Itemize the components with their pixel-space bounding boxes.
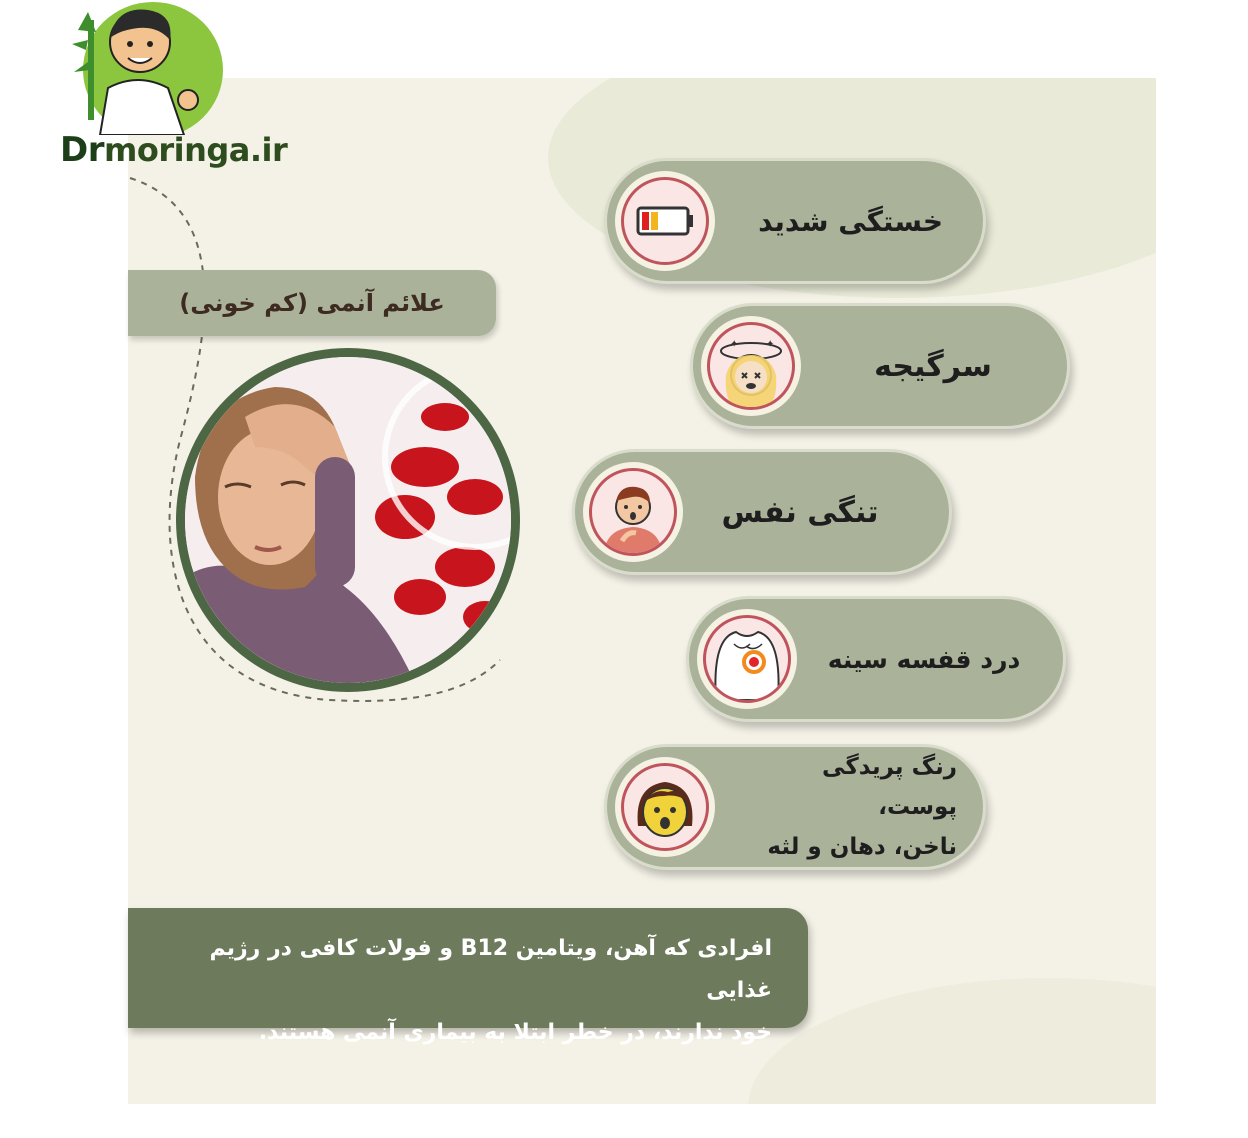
svg-text:✦: ✦: [766, 339, 775, 350]
symptom-icon-frame: [583, 462, 683, 562]
symptom-label: سرگیجه: [874, 348, 992, 384]
symptom-icon-frame: [701, 316, 801, 416]
footer-text: [148, 928, 772, 1054]
symptom-pill: [572, 449, 952, 575]
doctor-mascot-icon: [28, 0, 238, 135]
anemia-photo: [176, 348, 520, 692]
brand-logo[interactable]: [28, 0, 288, 175]
symptom-icon-frame: [615, 757, 715, 857]
pale-face-icon: [624, 766, 706, 848]
footer-banner: [128, 908, 808, 1045]
symptom-label-multiline: [737, 747, 957, 867]
title-banner: [128, 270, 496, 336]
symptom-label-line: رنگ پریدگی پوست،: [822, 754, 957, 820]
symptom-label: تنگی نفس: [721, 494, 879, 530]
symptom-icon-frame: [697, 609, 797, 709]
symptom-label-line: ناخن، دهان و لثه: [767, 834, 957, 860]
chest-pain-icon: [706, 618, 788, 700]
footer-line: افرادی که آهن، ویتامین B12 و فولات کافی در رژیم غذایی: [209, 936, 772, 1003]
footer-line: خود ندارند، در خطر ابتلا به بیماری آنمی هستند.: [258, 1020, 772, 1045]
symptom-pill: [690, 303, 1070, 429]
svg-text:✦: ✦: [730, 339, 739, 350]
symptom-pill: [686, 596, 1066, 722]
symptom-label: خستگی شدید: [758, 204, 943, 238]
symptom-pill: [604, 158, 986, 284]
logo-text: Drmoringa.ir: [60, 130, 288, 170]
dizzy-face-icon: [710, 325, 792, 407]
symptom-pill: [604, 744, 986, 870]
tired-woman-illustration: [185, 357, 511, 683]
page-title: علائم آنمی (کم خونی): [179, 289, 445, 317]
symptom-label: درد قفسه سینه: [827, 644, 1021, 674]
breathless-person-icon: [592, 471, 674, 553]
low-battery-icon: [624, 180, 706, 262]
symptom-icon-frame: [615, 171, 715, 271]
